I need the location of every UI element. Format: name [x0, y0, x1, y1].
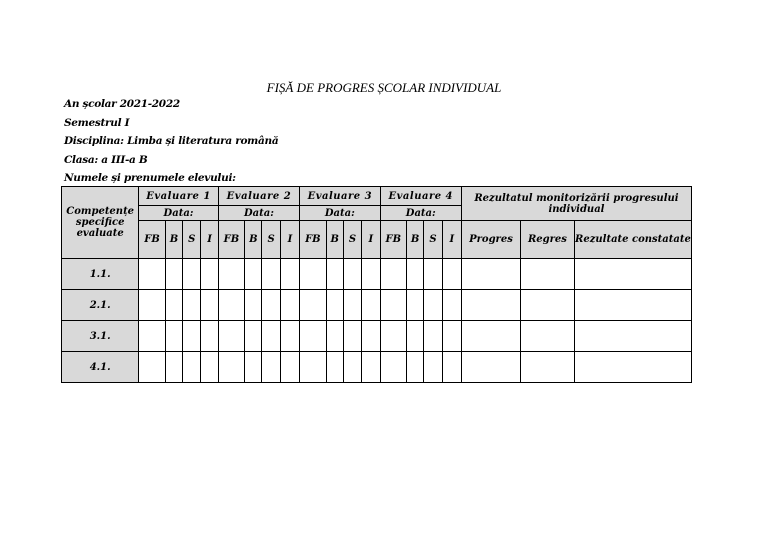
competence-header: Competențe specifice evaluate: [62, 187, 139, 259]
grade-s: S: [424, 221, 442, 259]
grade-i: I: [362, 221, 380, 259]
grade-s: S: [183, 221, 201, 259]
table-row: [62, 352, 692, 383]
grade-s: S: [343, 221, 361, 259]
grade-fb: FB: [380, 221, 406, 259]
table-row: [62, 290, 692, 321]
monitoring-header: Rezultatul monitorizării progresului individual: [461, 187, 691, 221]
grade-i: I: [280, 221, 299, 259]
table-row: [62, 321, 692, 352]
grade-fb: FB: [300, 221, 326, 259]
semester: Semestrul I: [64, 116, 130, 129]
evaluation-1-date: Data:: [139, 206, 218, 221]
results-header: Rezultate constatate: [574, 221, 691, 259]
student-name-label: Numele și prenumele elevului:: [64, 172, 236, 184]
school-year: An școlar 2021-2022: [64, 98, 180, 110]
evaluation-4-date: Data:: [380, 206, 461, 221]
page-title: FIȘĂ DE PROGRES ȘCOLAR INDIVIDUAL: [266, 80, 502, 95]
grade-b: B: [165, 221, 182, 259]
evaluation-3-header: Evaluare 3: [300, 187, 380, 206]
grade-b: B: [407, 221, 424, 259]
progress-table: [61, 186, 692, 383]
table-row: [62, 259, 692, 290]
competence-code: 1.1.: [62, 259, 139, 290]
competence-code: 3.1.: [62, 321, 139, 352]
student-info: [64, 95, 278, 188]
grade-fb: FB: [139, 221, 165, 259]
grade-b: B: [245, 221, 262, 259]
evaluation-3-date: Data:: [300, 206, 380, 221]
grade-i: I: [201, 221, 218, 259]
competence-code: 4.1.: [62, 352, 139, 383]
evaluation-2-header: Evaluare 2: [218, 187, 299, 206]
evaluation-2-date: Data:: [218, 206, 299, 221]
progres-header: Progres: [461, 221, 520, 259]
class-name: Clasa: a III-a B: [64, 153, 148, 166]
evaluation-4-header: Evaluare 4: [380, 187, 461, 206]
grade-fb: FB: [218, 221, 244, 259]
evaluation-1-header: Evaluare 1: [139, 187, 218, 206]
grade-b: B: [326, 221, 343, 259]
competence-code: 2.1.: [62, 290, 139, 321]
grade-i: I: [442, 221, 461, 259]
discipline: Disciplina: Limba și literatura română: [64, 135, 279, 147]
regres-header: Regres: [520, 221, 574, 259]
grade-s: S: [262, 221, 280, 259]
